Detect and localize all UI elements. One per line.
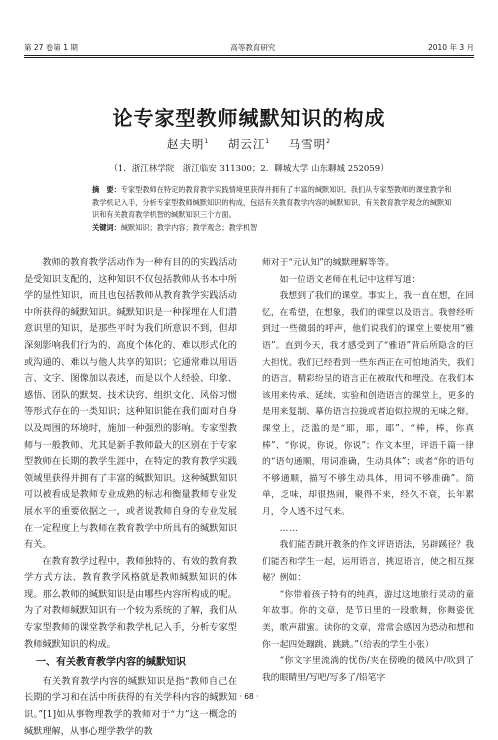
body-paragraph: 如一位语文老师在札记中这样写道： [279, 274, 421, 285]
body-paragraph: 师对于“元认知”的缄默理解等等。 [262, 258, 395, 268]
body-paragraph: 教师的教育教学活动作为一种有目的的实践活动是受知识支配的，这种知识不仅包括教师从书本中所学的显性知识，而且也包括教师从教育教学实践活动中所获得的缄默知识。缄默知识是一种探埋在人们潜意识里的知识，是那些平时为我们所意识不到，但却深刻影响我们行为的、高度个体化的、难以形式化的或沟通的、难以与他人共享的知识；它通常难以用语言、文字、图像加以表述，而是以个人经验、印象、感悟、团队的默契、技术诀窍、组织文化、风俗习惯等形式存在的一类知识；这种知识能在我们面对自身以及周围的环境时，施加一种强烈的影响。专家型教师与一般教师、尤其是新手教师最大的区别在于专家型教师在长期的教学生涯中，在特定的教育教学实践领域里获得并拥有了丰富的缄默知识。这种缄默知识可以被看成是教师专业成熟的标志和衡量教师专业发展水平的重要依据之一，或者说教师自身的专业发展在一定程度上与教师在教育教学中所具有的缄默知识有关。 [24, 257, 237, 551]
author-affiliation-mark: 1 [265, 138, 271, 146]
left-column [24, 255, 237, 740]
keywords-label: 关键词： [92, 222, 121, 232]
section-heading: 一、有关教育教学内容的缄默知识 [36, 657, 186, 669]
journal-volume: 第 27 卷第 1 期 [24, 43, 78, 52]
header-rule [24, 55, 474, 56]
author-name: 胡云江 [227, 137, 266, 151]
author-name: 马雪明 [288, 137, 327, 151]
block-quote: 我想到了我们的课堂。事实上，我一直在想，在回忆，在希望，在想象，我们的课堂以及语言。我曾经听到过一些微弱的呼声，他们说我们的课堂上要使用“雅语”。直到今天，我才感受到了“雅语”背后所隐含的巨大担忧。我们已经看到一些东西正在可怕地消失，我们的语言，精彩纷呈的语言正在被取代和埋没。在我们本该用来传承、延续、实验和创造语言的课堂上，更多的是用来复制、摹仿语言拉拢或者迫似拉规的无味之辩。课堂上，泛滥的是“耶，耶，耶”、“棒，棒，你真棒”、“你说，你说，你说”；作文本里，评语千篇一律的“语句通顺，用词准确，生动具体”；或者“你的语句不够通顺，描写不够生动具体，用词不够准确”。简单，乏味，却很热闹，聚得不来，经久不衰，长年累月，令人透不过气来。 [262, 291, 474, 517]
ellipsis: …… [279, 523, 300, 534]
keywords-text: 缄默知识；教学内容；教学观念；教学机智 [120, 222, 258, 232]
affiliations: （1．浙江林学院 浙江临安 311300；2．聊城大学 山东聊城 252059） [109, 164, 389, 174]
header-rule-thin [24, 57, 474, 58]
body-paragraph: 在教育教学过程中，教师独特的、有效的教育教学方式方法、教育教学风格就是教师缄默知识的体现。那么教师的缄默知识是由哪些内容所构成的呢。为了对教师缄默知识有一个较为系统的了解，我们从专家型教师的课堂教学和教学札记入手，分析专家型教师缄默知识的构成。 [24, 555, 237, 650]
abstract-label: 摘 要： [92, 185, 121, 194]
block-quote: “你文字里流淌的忧伤/夹在傍晚的微风中/吹到了我的眼睛里/写吧/写多了/铅笔字 [262, 656, 474, 683]
abstract [92, 184, 452, 222]
block-quote: “你带着孩子特有的纯真，游过这地旅行灵动的童年故事。你的文章，是节日里的一段歌舞，你舞姿优美，歌声甜蜜。读你的文章，常常会感因为恐动和想和你一起四处蹦跳、跳跳。”（给表的学生小张） [262, 589, 474, 650]
author-line [0, 136, 498, 152]
journal-name: 高等教育研究 [230, 43, 276, 52]
right-column [262, 255, 474, 686]
page-number: · 68 · [239, 692, 259, 701]
author-affiliation-mark: 1 [204, 138, 210, 146]
author-affiliation-mark: 2 [326, 138, 332, 146]
article-title: 论专家型教师缄默知识的构成 [112, 106, 386, 130]
body-paragraph: 有关教育教学内容的缄默知识是指“教师自己在长期的学习和在活中所获得的有关学科内容的缄默知识。”[1]如从事物理教学的教师对于“力”这一概念的缄默理解，从事心理学教学的教 [24, 675, 237, 737]
abstract-block [92, 184, 452, 234]
author-name: 赵夫明 [166, 137, 205, 151]
running-head [24, 42, 474, 53]
block-quote: 我们能否跳开教条的作文评语语法，另辟蹊径？我们能否和学生一起，运用语言，挑逗语言，使之相互探秘？例如： [262, 540, 474, 584]
abstract-text: 专家型教师在特定的教育教学实践情境里获得并拥有了丰富的缄默知识。我们从专家型教师的课堂教学和教学机记入手，分析专家型教师缄默知识的构成，包括有关教育教学内容的缄默知识、有关教育教学观念的缄默知识和有关教育教学机智的缄默知识三个方面。 [92, 185, 452, 219]
keywords [92, 222, 452, 235]
publication-date: 2010 年 3 月 [427, 43, 474, 52]
